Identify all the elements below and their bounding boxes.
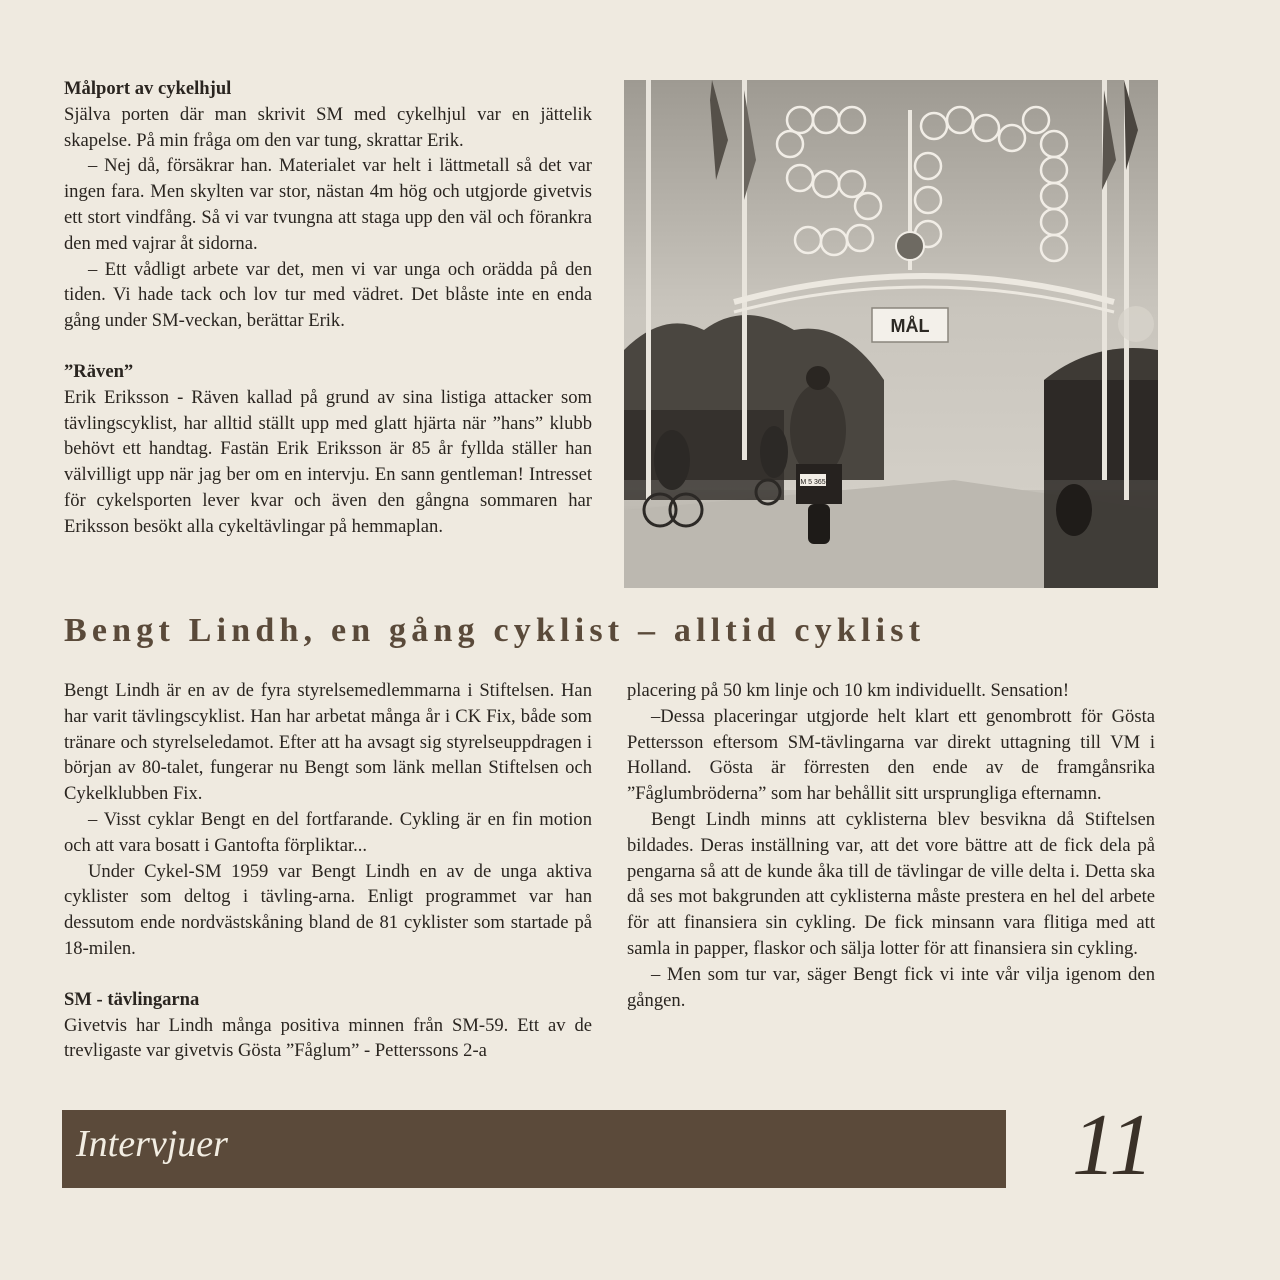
section-label: Intervjuer	[76, 1123, 228, 1165]
license-plate-text: M 5 365	[800, 479, 826, 486]
top-left-column	[64, 76, 592, 540]
paragraph: –Dessa placeringar utgjorde helt klart ett genombrott för Gösta Pettersson eftersom SM-tävlingarna var direkt uttagning till VM i Holland. Gösta är förresten den ende av de framgånsrika ”Fåglumbröderna” som har behållit sitt ursprungliga efternamn.	[627, 705, 1155, 805]
heading-malport: Målport av cykelhjul	[64, 78, 232, 99]
paragraph: Själva porten där man skrivit SM med cykelhjul var en jättelik skapelse. På min fråga om den var tung, skrattar Erik.	[64, 103, 592, 151]
paragraph: placering på 50 km linje och 10 km individuellt. Sensation!	[627, 680, 1070, 701]
paragraph: – Ett vådligt arbete var det, men vi var unga och orädda på den tiden. Vi hade tack och lov tur med vädret. Det blåste inte en enda gång under SM-veckan, berättar Erik.	[64, 258, 592, 332]
paragraph: Under Cykel-SM 1959 var Bengt Lindh en av de unga aktiva cyklister som deltog i tävling-arna. Enligt programmet var han dessutom ende nordvästskåning bland de 81 cyklister som startade på 18-milen.	[64, 860, 592, 959]
paragraph: Bengt Lindh minns att cyklisterna blev besvikna då Stiftelsen bildades. Deras inställning var, att det vore bättre att de fick dela på pengarna så att de kunde åka till de tävlingar de ville delta i. Detta ska då ses mot bakgrunden att cyklisterna måste prestera en hel del arbete för att finansiera sin cykling. De fick minsann vara flitiga med att samla in papper, flaskor och sälja lotter för att finansiera sin cykling.	[627, 808, 1155, 959]
paragraph: – Men som tur var, säger Bengt fick vi inte vår vilja igenom den gången.	[627, 963, 1155, 1011]
article-headline: Bengt Lindh, en gång cyklist – alltid cyklist	[64, 612, 926, 649]
paragraph: Givetvis har Lindh många positiva minnen från SM-59. Ett av de trevligaste var givetvis Gösta ”Fåglum” - Petterssons 2-a	[64, 1014, 592, 1062]
heading-raven: ”Räven”	[64, 360, 134, 382]
paragraph: – Visst cyklar Bengt en del fortfarande. Cykling är en fin motion och att vara bosatt i Gantofta förpliktar...	[64, 808, 592, 856]
heading-sm-tavlingarna: SM - tävlingarna	[64, 988, 200, 1010]
paragraph: Erik Eriksson - Räven kallad på grund av sina listiga attacker som tävlingscyklist, har alltid ställt upp med glatt hjärta när ”hans” klubb behövt ett handtag. Fastän Erik Eriksson är 85 år fyllda ställer han välvilligt upp när jag ber om en intervju. En sann gentleman! Intresset för cykelsporten lever kvar och även den gångna sommaren har Eriksson besökt alla cykeltävlingar på hemmaplan.	[64, 386, 592, 537]
paragraph: – Nej då, försäkrar han. Materialet var helt i lättmetall så det var ingen fara. Men skylten var stor, nästan 4m hög och utgjorde givetvis ett stort vindfång. Så vi var tvungna att staga upp den väl och förankra den med vajrar åt sidorna.	[64, 155, 592, 254]
section-footer-bar	[62, 1110, 1006, 1188]
bottom-right-column	[627, 678, 1155, 1013]
bottom-left-column	[64, 678, 592, 1064]
paragraph: Bengt Lindh är en av de fyra styrelsemedlemmarna i Stiftelsen. Han har varit tävlingscyklist. Han har arbetat många år i CK Fix, både som tränare och styrelseledamot. Efter att ha avsagt sig styrelseuppdragen i början av 80-talet, fungerar nu Bengt som länk mellan Stiftelsen och Cykelklubben Fix.	[64, 680, 592, 805]
race-finish-photo	[624, 80, 1158, 588]
banner-text: MÅL	[890, 316, 930, 336]
page-number: 11	[1072, 1097, 1154, 1194]
